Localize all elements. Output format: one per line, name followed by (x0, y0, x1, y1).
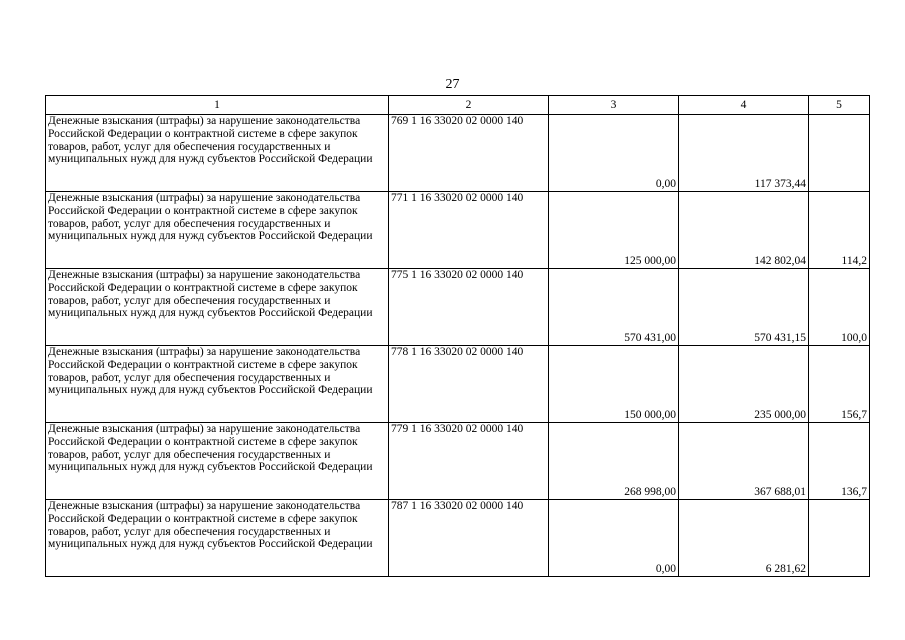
planned-amount-cell: 0,00 (549, 115, 679, 192)
percent-cell: 100,0 (809, 269, 870, 346)
page-number: 27 (445, 77, 460, 92)
budget-code-cell: 771 1 16 33020 02 0000 140 (389, 192, 549, 269)
revenue-name-cell: Денежные взыскания (штрафы) за нарушение законодательства Российской Федерации о контрактной системе в сфере закупок товаров, работ, услуг для обеспечения государственных и муниципальных нужд для нужд субъектов Российской Федерации (46, 423, 389, 500)
revenue-name-cell: Денежные взыскания (штрафы) за нарушение законодательства Российской Федерации о контрактной системе в сфере закупок товаров, работ, услуг для обеспечения государственных и муниципальных нужд для нужд субъектов Российской Федерации (46, 500, 389, 577)
percent-cell (809, 500, 870, 577)
column-header-5: 5 (809, 96, 870, 115)
budget-code-cell: 779 1 16 33020 02 0000 140 (389, 423, 549, 500)
table-row (46, 192, 870, 269)
table-row (46, 346, 870, 423)
percent-cell: 156,7 (809, 346, 870, 423)
actual-amount-cell: 117 373,44 (679, 115, 809, 192)
actual-amount-cell: 570 431,15 (679, 269, 809, 346)
column-header-4: 4 (679, 96, 809, 115)
revenue-name-cell: Денежные взыскания (штрафы) за нарушение законодательства Российской Федерации о контрактной системе в сфере закупок товаров, работ, услуг для обеспечения государственных и муниципальных нужд для нужд субъектов Российской Федерации (46, 346, 389, 423)
planned-amount-cell: 570 431,00 (549, 269, 679, 346)
table-row (46, 500, 870, 577)
planned-amount-cell: 0,00 (549, 500, 679, 577)
percent-cell: 114,2 (809, 192, 870, 269)
table-row (46, 269, 870, 346)
planned-amount-cell: 150 000,00 (549, 346, 679, 423)
table-row (46, 423, 870, 500)
actual-amount-cell: 367 688,01 (679, 423, 809, 500)
budget-code-cell: 769 1 16 33020 02 0000 140 (389, 115, 549, 192)
budget-code-cell: 775 1 16 33020 02 0000 140 (389, 269, 549, 346)
revenue-name-cell: Денежные взыскания (штрафы) за нарушение законодательства Российской Федерации о контрактной системе в сфере закупок товаров, работ, услуг для обеспечения государственных и муниципальных нужд для нужд субъектов Российской Федерации (46, 115, 389, 192)
actual-amount-cell: 142 802,04 (679, 192, 809, 269)
planned-amount-cell: 268 998,00 (549, 423, 679, 500)
percent-cell: 136,7 (809, 423, 870, 500)
percent-cell (809, 115, 870, 192)
revenue-name-cell: Денежные взыскания (штрафы) за нарушение законодательства Российской Федерации о контрактной системе в сфере закупок товаров, работ, услуг для обеспечения государственных и муниципальных нужд для нужд субъектов Российской Федерации (46, 192, 389, 269)
actual-amount-cell: 235 000,00 (679, 346, 809, 423)
revenue-name-cell: Денежные взыскания (штрафы) за нарушение законодательства Российской Федерации о контрактной системе в сфере закупок товаров, работ, услуг для обеспечения государственных и муниципальных нужд для нужд субъектов Российской Федерации (46, 269, 389, 346)
actual-amount-cell: 6 281,62 (679, 500, 809, 577)
budget-code-cell: 778 1 16 33020 02 0000 140 (389, 346, 549, 423)
budget-table (45, 95, 870, 577)
table-row (46, 115, 870, 192)
planned-amount-cell: 125 000,00 (549, 192, 679, 269)
column-header-1: 1 (46, 96, 389, 115)
column-header-3: 3 (549, 96, 679, 115)
table-header-row (46, 96, 870, 115)
column-header-2: 2 (389, 96, 549, 115)
budget-code-cell: 787 1 16 33020 02 0000 140 (389, 500, 549, 577)
